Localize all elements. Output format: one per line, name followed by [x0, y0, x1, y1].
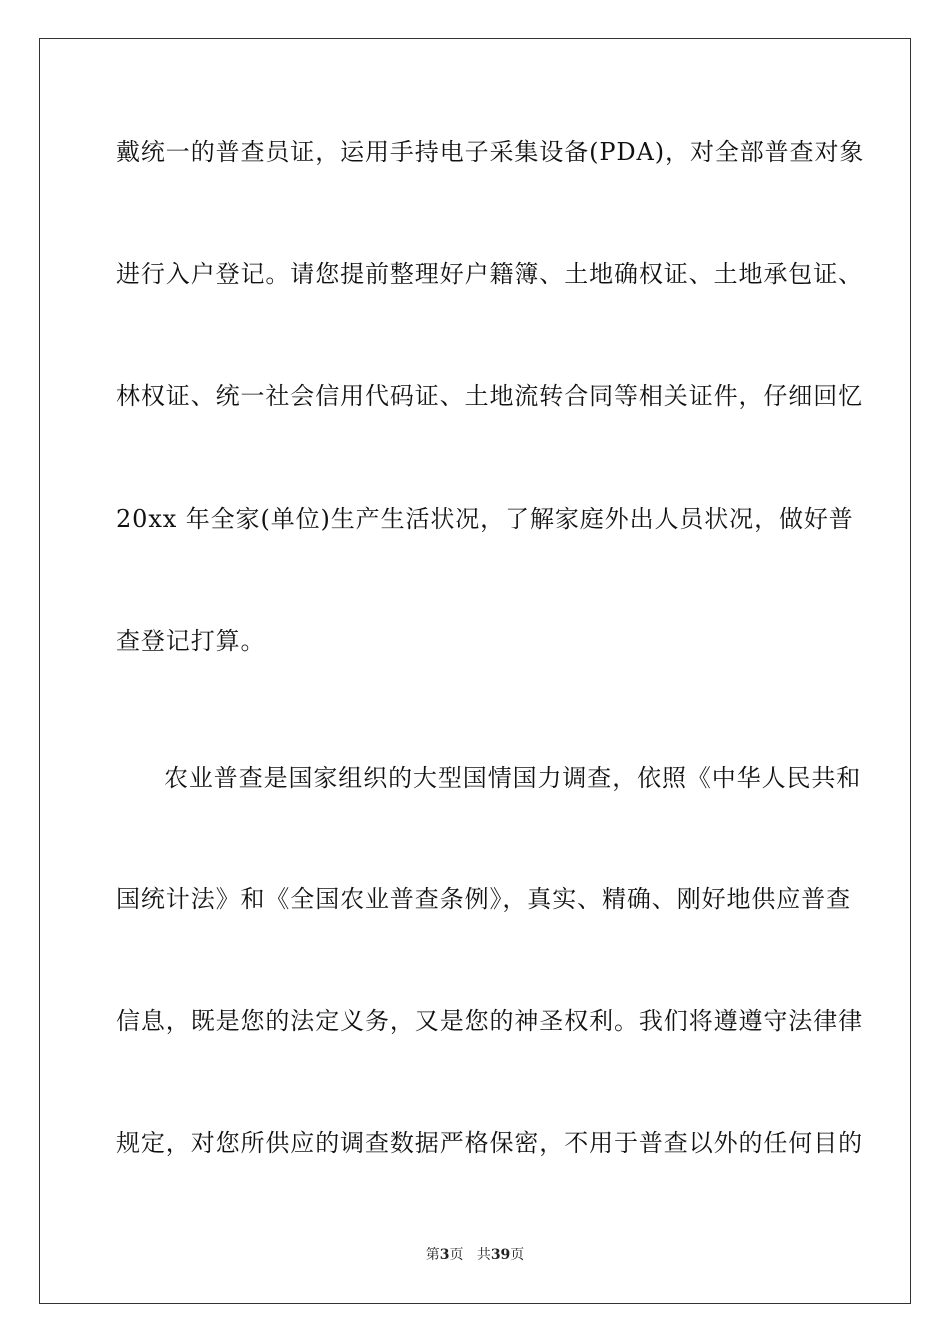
- text-line-5: 查登记打算。: [116, 627, 266, 655]
- text-line-7: 国统计法》和《全国农业普查条例》，真实、精确、刚好地供应普查: [116, 885, 851, 913]
- footer-total-prefix: 共: [476, 1247, 491, 1263]
- text-line-2: 进行入户登记。请您提前整理好户籍簿、土地确权证、土地承包证、: [116, 260, 863, 288]
- text-line-4: 20xx 年全家(单位)生产生活状况，了解家庭外出人员状况，做好普: [116, 505, 854, 533]
- footer-total-unit: 页: [510, 1247, 525, 1263]
- text-line-9: 规定，对您所供应的调查数据严格保密，不用于普查以外的任何目的: [116, 1129, 863, 1157]
- footer-page-number: 3: [439, 1247, 450, 1263]
- text-line-8: 信息，既是您的法定义务，又是您的神圣权利。我们将遵遵守法律律: [116, 1007, 863, 1035]
- text-line-6: 农业普查是国家组织的大型国情国力调查，依照《中华人民共和: [164, 764, 862, 792]
- footer-total-pages: 39: [490, 1247, 511, 1263]
- page-frame: [39, 38, 911, 1304]
- text-line-3: 林权证、统一社会信用代码证、土地流转合同等相关证件，仔细回忆: [116, 382, 863, 410]
- footer-prefix: 第: [425, 1247, 440, 1263]
- footer-page-unit: 页: [449, 1247, 464, 1263]
- text-line-1: 戴统一的普查员证，运用手持电子采集设备(PDA)，对全部普查对象: [116, 138, 865, 166]
- page-footer: [0, 1246, 950, 1264]
